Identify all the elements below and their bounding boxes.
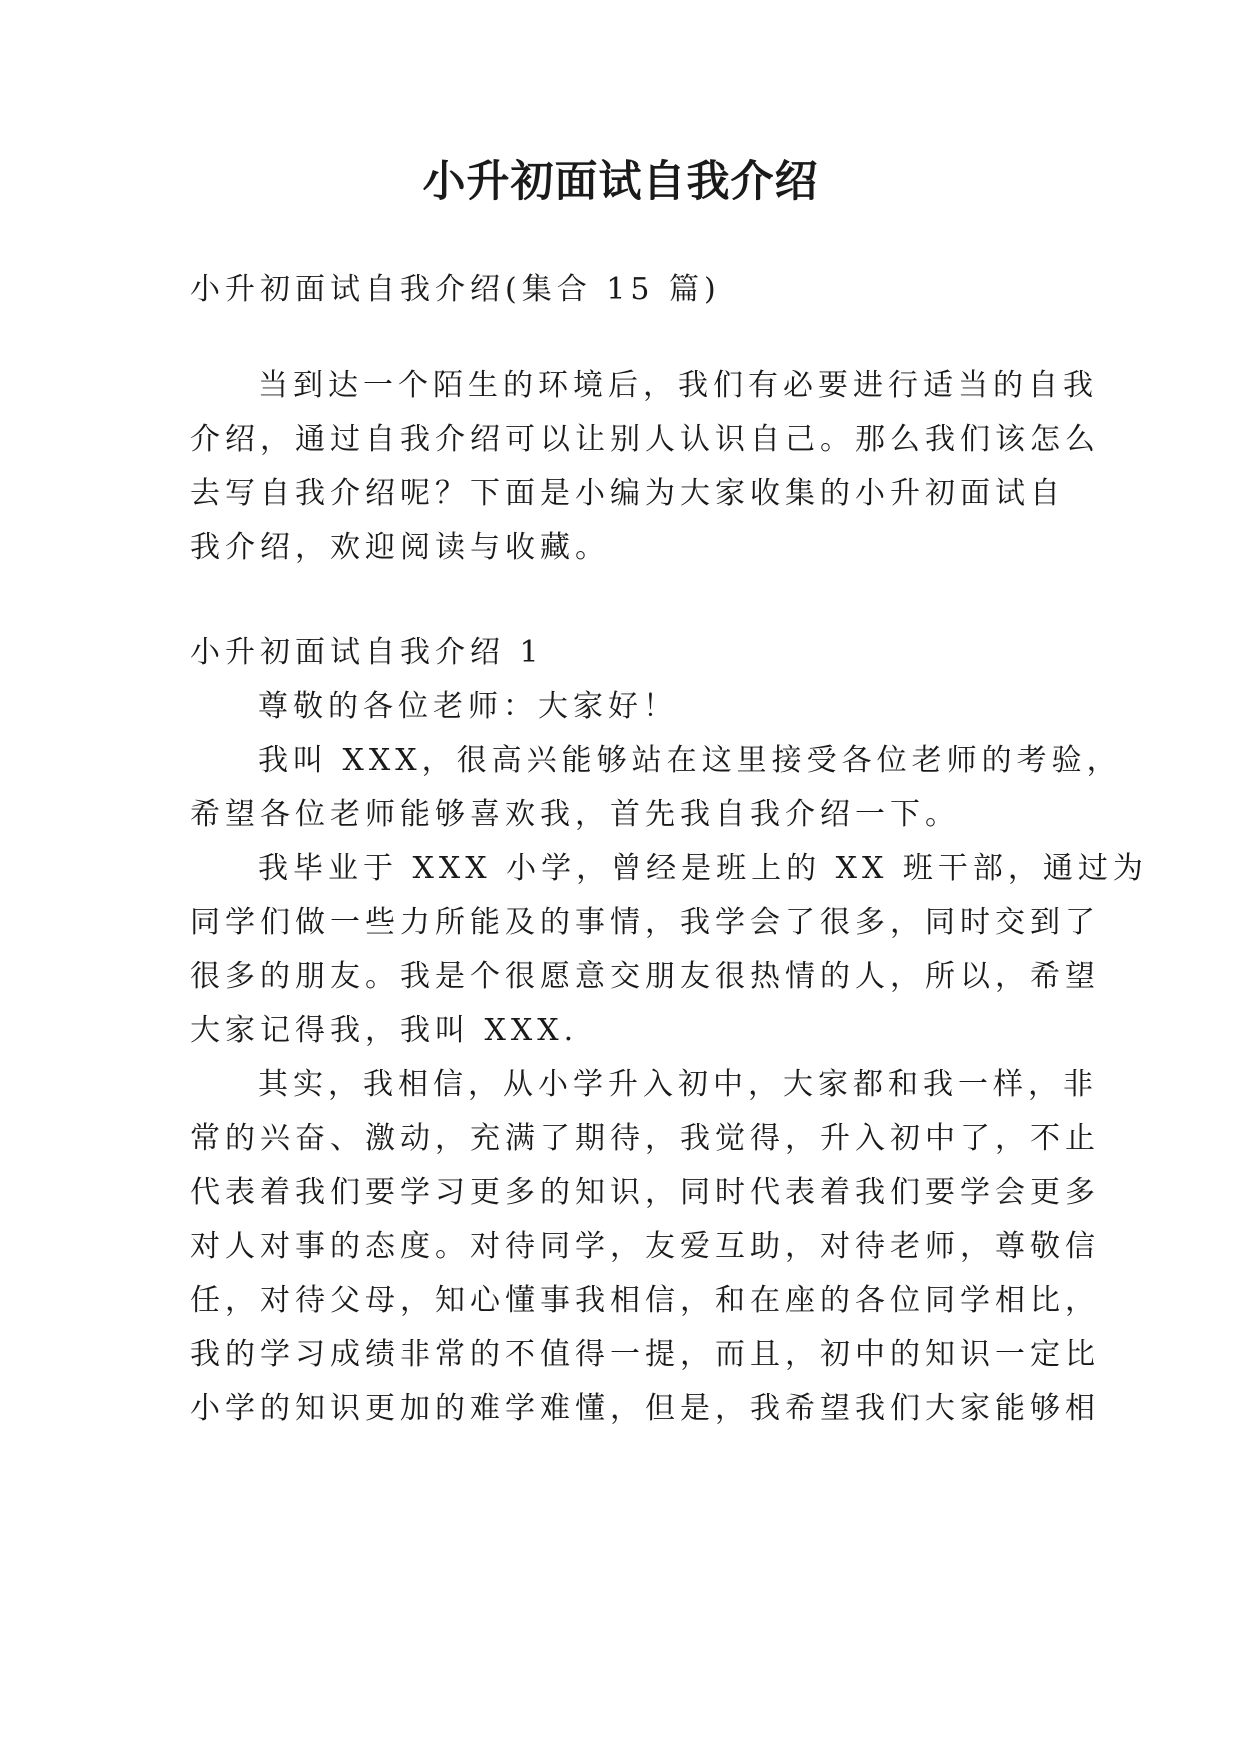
- body-line: 大家记得我，我叫 XXX.: [190, 1013, 579, 1048]
- intro-line: 我介绍，欢迎阅读与收藏。: [190, 530, 610, 565]
- body-line: 尊敬的各位老师：大家好！: [258, 689, 678, 724]
- body-line: 任，对待父母，知心懂事我相信，和在座的各位同学相比，: [190, 1283, 1100, 1318]
- body-line: 我叫 XXX，很高兴能够站在这里接受各位老师的考验，: [258, 743, 1122, 778]
- intro-line: 去写自我介绍呢？下面是小编为大家收集的小升初面试自: [190, 476, 1065, 511]
- body-line: 小学的知识更加的难学难懂，但是，我希望我们大家能够相: [190, 1391, 1100, 1426]
- body-line: 同学们做一些力所能及的事情，我学会了很多，同时交到了: [190, 905, 1100, 940]
- section-heading: 小升初面试自我介绍 1: [190, 635, 544, 670]
- body-line: 很多的朋友。我是个很愿意交朋友很热情的人，所以，希望: [190, 959, 1100, 994]
- body-line: 常的兴奋、激动，充满了期待，我觉得，升入初中了，不止: [190, 1121, 1100, 1156]
- document-title: 小升初面试自我介绍: [422, 157, 819, 207]
- body-line: 代表着我们要学习更多的知识，同时代表着我们要学会更多: [190, 1175, 1100, 1210]
- body-line: 我的学习成绩非常的不值得一提，而且，初中的知识一定比: [190, 1337, 1100, 1372]
- body-line: 其实，我相信，从小学升入初中，大家都和我一样，非: [258, 1067, 1098, 1102]
- intro-line: 介绍，通过自我介绍可以让别人认识自己。那么我们该怎么: [190, 422, 1100, 457]
- document-subtitle: 小升初面试自我介绍(集合 15 篇): [190, 272, 721, 307]
- body-line: 我毕业于 XXX 小学，曾经是班上的 XX 班干部，通过为: [258, 851, 1148, 886]
- body-line: 希望各位老师能够喜欢我，首先我自我介绍一下。: [190, 797, 960, 832]
- body-line: 对人对事的态度。对待同学，友爱互助，对待老师，尊敬信: [190, 1229, 1100, 1264]
- intro-line: 当到达一个陌生的环境后，我们有必要进行适当的自我: [258, 368, 1098, 403]
